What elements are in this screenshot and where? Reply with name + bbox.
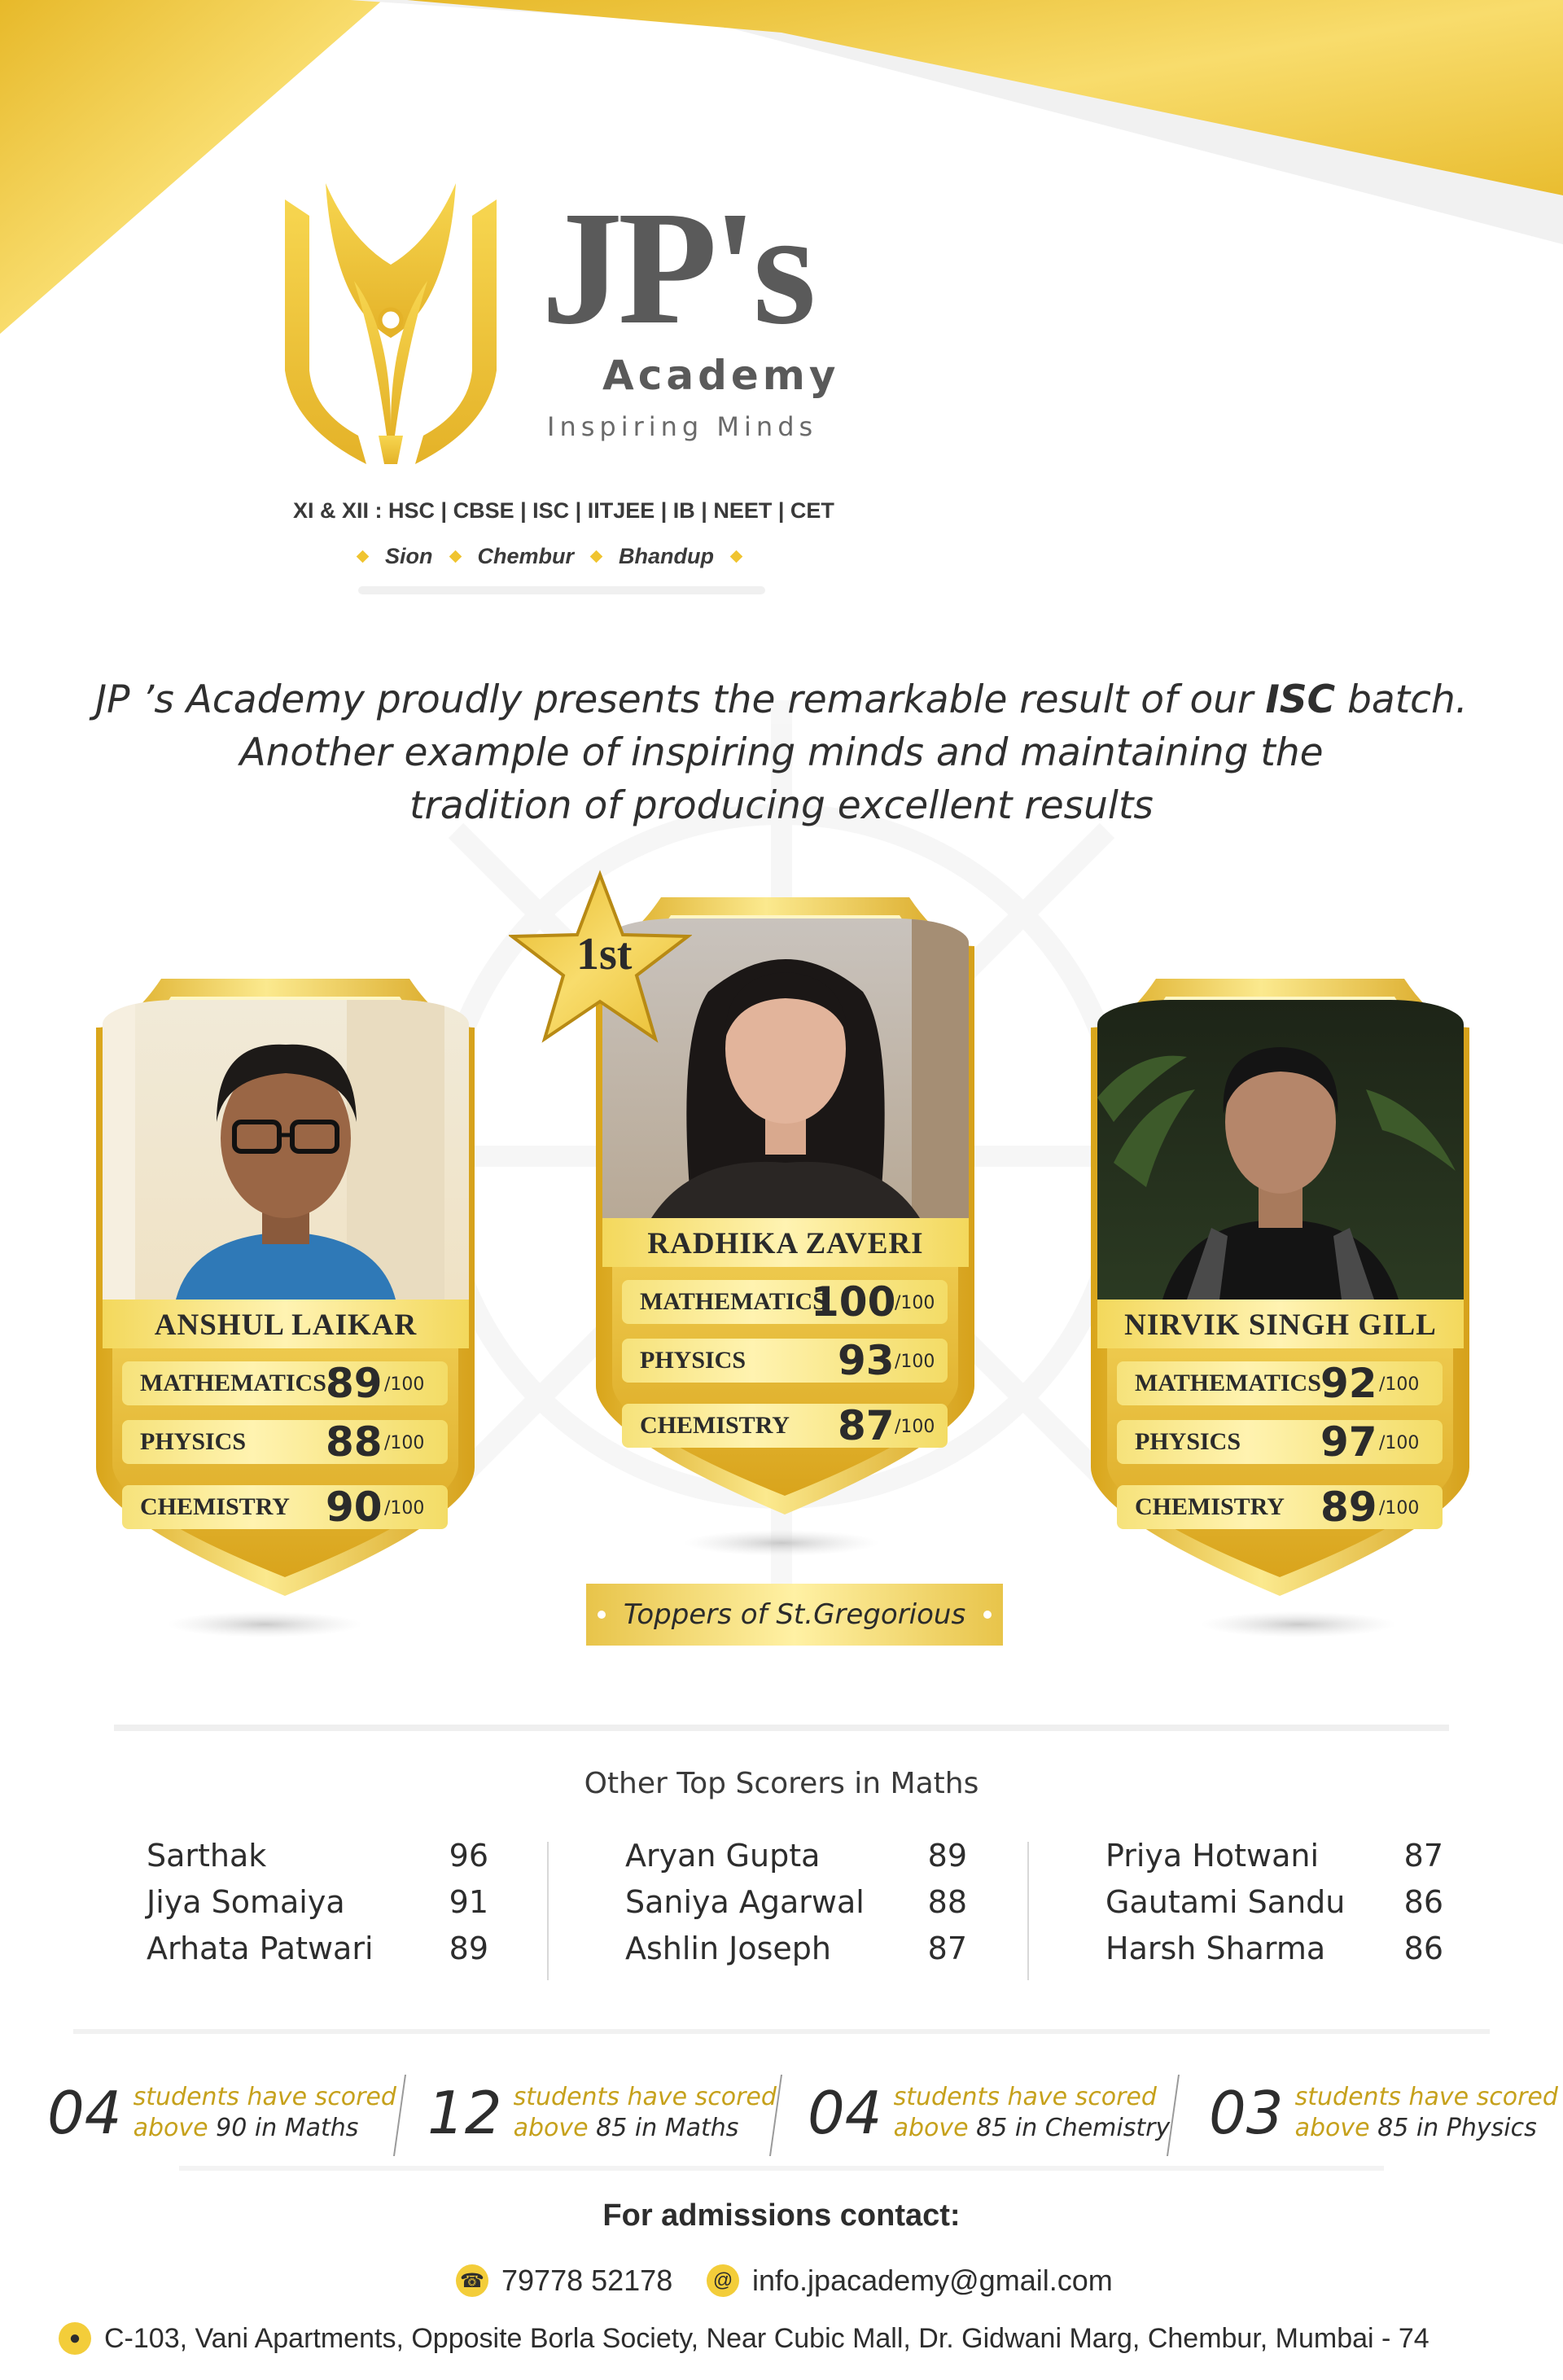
divider bbox=[1027, 1842, 1029, 1980]
student-photo bbox=[1097, 1000, 1464, 1300]
branch-bhandup: Bhandup bbox=[619, 544, 714, 568]
phone-number[interactable]: 79778 52178 bbox=[501, 2264, 673, 2297]
toppers-banner bbox=[586, 1584, 1003, 1646]
diamond-icon bbox=[590, 550, 603, 563]
list-item: Sarthak 96 bbox=[147, 1838, 488, 1874]
list-item: Aryan Gupta 89 bbox=[625, 1838, 967, 1874]
divider bbox=[547, 1842, 549, 1980]
phone-contact bbox=[456, 2264, 672, 2298]
stat-item: 12 students have scored above 85 in Maths bbox=[427, 2079, 777, 2147]
intro-line-3: tradition of producing excellent results bbox=[409, 783, 1154, 828]
list-item: Arhata Patwari 89 bbox=[147, 1931, 488, 1966]
list-item: Harsh Sharma 86 bbox=[1105, 1931, 1443, 1966]
email-contact bbox=[707, 2264, 1113, 2298]
toppers-banner-text: Toppers of St.Gregorious bbox=[623, 1598, 966, 1631]
person-illustration bbox=[1097, 1000, 1464, 1300]
list-item: Jiya Somaiya 91 bbox=[147, 1884, 488, 1920]
logo-tagline: Inspiring Minds bbox=[547, 411, 818, 442]
list-item: Gautami Sandu 86 bbox=[1105, 1884, 1443, 1920]
student-name: RADHIKA ZAVERI bbox=[647, 1227, 924, 1260]
score-row-mathematics: MATHEMATICS 92 /100 bbox=[1117, 1361, 1443, 1405]
stat-item: 03 students have scored above 85 in Physics bbox=[1209, 2079, 1558, 2147]
dot-icon bbox=[983, 1611, 992, 1619]
list-item: Priya Hotwani 87 bbox=[1105, 1838, 1443, 1874]
student-photo bbox=[103, 1000, 469, 1300]
contact-title: For admissions contact: bbox=[602, 2198, 961, 2233]
score-row-physics: PHYSICS 97 /100 bbox=[1117, 1420, 1443, 1464]
address: C-103, Vani Apartments, Opposite Borla Society, Near Cubic Mall, Dr. Gidwani Marg, Chembur, Mumbai - 74 bbox=[104, 2322, 1429, 2354]
intro-line-2: Another example of inspiring minds and maintaining the bbox=[239, 730, 1324, 775]
score-row-mathematics: MATHEMATICS 100 /100 bbox=[622, 1280, 948, 1324]
logo-emblem bbox=[269, 167, 513, 476]
diamond-icon bbox=[449, 550, 462, 563]
branches-list bbox=[358, 544, 741, 569]
student-name: NIRVIK SINGH GILL bbox=[1124, 1308, 1437, 1342]
logo-wordmark: JP's bbox=[541, 178, 812, 358]
stat-item: 04 students have scored above 85 in Chemistry bbox=[808, 2079, 1171, 2147]
logo-academy: Academy bbox=[602, 352, 840, 399]
scorers-column-2 bbox=[625, 1838, 967, 1977]
branch-sion: Sion bbox=[385, 544, 433, 568]
score-row-physics: PHYSICS 88 /100 bbox=[122, 1420, 448, 1464]
intro-line-1: JP ’s Academy proudly presents the remarkable result of our ISC batch. bbox=[95, 677, 1468, 722]
person-illustration bbox=[103, 1000, 469, 1300]
score-row-chemistry: CHEMISTRY 87 /100 bbox=[622, 1404, 948, 1448]
topper-card-3 bbox=[1075, 979, 1486, 1598]
score-row-chemistry: CHEMISTRY 90 /100 bbox=[122, 1485, 448, 1529]
address-contact bbox=[59, 2322, 1429, 2355]
scorers-column-1 bbox=[147, 1838, 488, 1977]
rank-label: 1st bbox=[576, 929, 633, 980]
diamond-icon bbox=[357, 550, 370, 563]
email-address[interactable]: info.jpacademy@gmail.com bbox=[752, 2264, 1113, 2297]
student-name: ANSHUL LAIKAR bbox=[154, 1308, 418, 1342]
list-item: Saniya Agarwal 88 bbox=[625, 1884, 967, 1920]
topper-card-1 bbox=[80, 979, 491, 1598]
other-scorers-title: Other Top Scorers in Maths bbox=[584, 1767, 979, 1800]
diamond-icon bbox=[730, 550, 743, 563]
branch-chembur: Chembur bbox=[477, 544, 575, 568]
dot-icon bbox=[598, 1611, 606, 1619]
location-pin-icon: ● bbox=[59, 2322, 91, 2355]
score-row-physics: PHYSICS 93 /100 bbox=[622, 1339, 948, 1383]
scorers-column-3 bbox=[1105, 1838, 1443, 1977]
list-item: Ashlin Joseph 87 bbox=[625, 1931, 967, 1966]
score-row-chemistry: CHEMISTRY 89 /100 bbox=[1117, 1485, 1443, 1529]
stat-item: 04 students have scored above 90 in Maths bbox=[47, 2079, 396, 2147]
phone-icon: ☎ bbox=[456, 2264, 488, 2297]
at-icon: @ bbox=[707, 2264, 739, 2297]
score-row-mathematics: MATHEMATICS 89 /100 bbox=[122, 1361, 448, 1405]
courses-list: XI & XII : HSC | CBSE | ISC | IITJEE | IB | NEET | CET bbox=[293, 498, 834, 523]
